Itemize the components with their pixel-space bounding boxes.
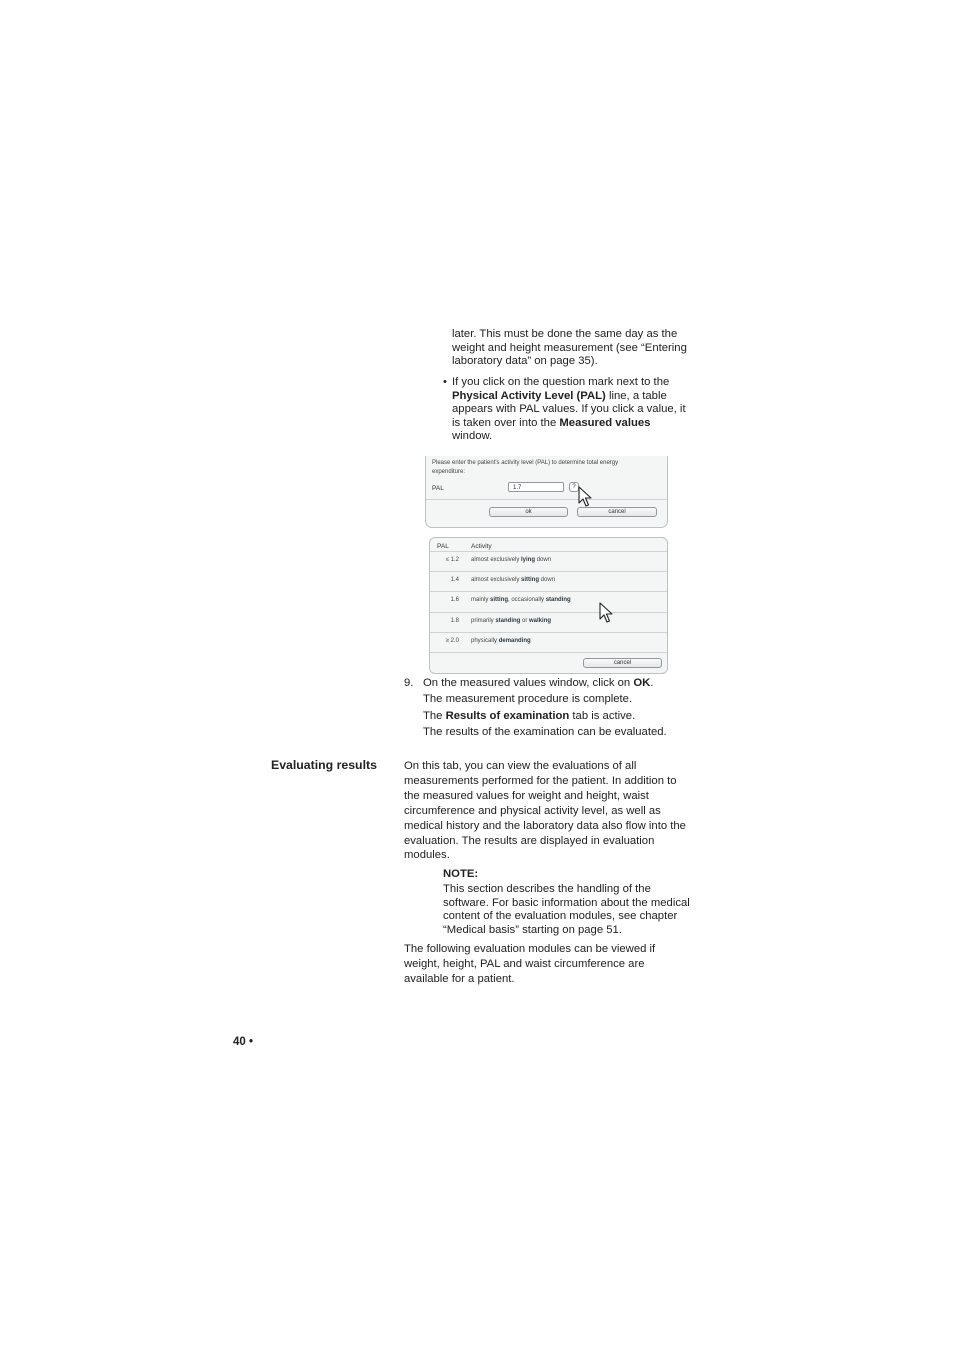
step-result-3: The results of the examination can be evaluated. — [423, 726, 667, 738]
continued-paragraph: later. This must be done the same day as the weight and height measurement (see “Entering laboratory data” on page 35). — [452, 328, 687, 368]
mouse-pointer-icon — [599, 602, 613, 624]
pal-value: ≥ 2.0 — [445, 638, 459, 644]
step-number: 9. — [404, 677, 414, 689]
bullet-text: If you click on the question mark next to the Physical Activity Level (PAL) line, a table appears with PAL values. If you click a value, it is taken over into the Measured values window. — [452, 376, 686, 443]
note-text: This section describes the handling of the software. For basic information about the medical content of the evaluation modules, see chapter “Medical basis” starting on page 51. — [443, 883, 690, 936]
table-cancel-button[interactable]: cancel — [583, 658, 662, 668]
pal-input[interactable]: 1.7 — [508, 482, 564, 492]
activity-text: primarily standing or walking — [471, 618, 552, 624]
pal-entry-dialog — [425, 456, 668, 528]
page-number: 40 • — [233, 1036, 254, 1048]
table-row[interactable] — [430, 571, 667, 591]
bullet-dot: • — [443, 376, 447, 388]
pal-help-button[interactable]: ? — [569, 482, 579, 492]
pal-value: ≤ 1.2 — [445, 557, 459, 563]
section-heading: Evaluating results — [271, 758, 377, 772]
header-pal: PAL — [437, 543, 449, 550]
step-instruction: On the measured values window, click on OK. — [423, 677, 654, 689]
section-paragraph: On this tab, you can view the evaluations of all measurements performed for the patient. In addition to the measured values for weight and height, waist circumference and physical activity level, as well as medical history and the laboratory data also flow into the evaluation. The results are displayed in evaluation modules. — [404, 760, 686, 862]
ok-button[interactable]: ok — [489, 507, 568, 517]
note-title: NOTE: — [443, 868, 479, 880]
header-activity: Activity — [471, 543, 492, 550]
table-divider — [430, 652, 667, 653]
closing-paragraph: The following evaluation modules can be viewed if weight, height, PAL and waist circumference are available for a patient. — [404, 943, 656, 985]
mouse-pointer-icon — [578, 486, 592, 508]
step-result-2: The Results of examination tab is active. — [423, 710, 636, 722]
activity-text: physically demanding — [471, 638, 531, 644]
pal-value: 1.8 — [450, 618, 459, 624]
pal-label: PAL — [432, 485, 444, 492]
activity-text: mainly sitting, occasionally standing — [471, 597, 571, 603]
pal-value: 1.4 — [450, 577, 459, 583]
dialog-separator — [426, 499, 667, 500]
table-row[interactable] — [430, 612, 667, 632]
pal-table-dialog — [429, 537, 668, 674]
activity-text: almost exclusively lying down — [471, 557, 552, 563]
activity-text: almost exclusively sitting down — [471, 577, 556, 583]
dialog-intro-text: Please enter the patient's activity level (PAL) to determine total energy expenditure: — [432, 460, 619, 475]
cancel-button[interactable]: cancel — [577, 507, 657, 517]
table-row[interactable] — [430, 551, 667, 571]
step-result-1: The measurement procedure is complete. — [423, 693, 633, 705]
pal-value: 1.6 — [450, 597, 459, 603]
table-row[interactable] — [430, 632, 667, 652]
table-row[interactable] — [430, 591, 667, 611]
